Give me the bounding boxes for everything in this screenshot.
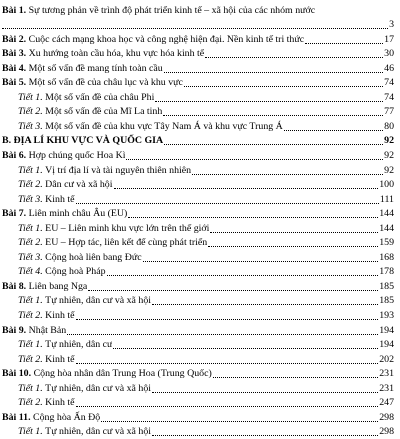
toc-entry-title: Hợp chúng quốc Hoa Kì [28, 150, 126, 162]
toc-entry-title: Tự nhiên, dân cư và xã hội [45, 295, 152, 307]
toc-entry-number: Bài 1. [2, 4, 27, 16]
toc-entry-title: Kinh tế [45, 310, 75, 322]
toc-entry-number: Bài 4. [2, 62, 27, 74]
toc-dot-leader [67, 334, 378, 335]
toc-page-number: 30 [384, 48, 394, 60]
toc-dot-leader [155, 101, 383, 102]
toc-entry-title: Cộng hòa nhân dân Trung Hoa (Trung Quốc) [33, 368, 212, 380]
toc-page-number: 111 [379, 193, 394, 205]
toc-entry-number: Tiết 2. [18, 353, 43, 365]
table-of-contents [2, 3, 394, 439]
toc-subentry-row [2, 119, 394, 134]
toc-dot-leader [192, 174, 383, 175]
toc-page-number: 92 [384, 150, 394, 162]
toc-subentry-row [2, 250, 394, 265]
toc-subentry-row [2, 192, 394, 207]
toc-page-number: 193 [379, 310, 394, 322]
toc-dot-leader [152, 435, 378, 436]
toc-entry-number: Tiết 4. [18, 266, 43, 278]
toc-entry-number: Tiết 1. [18, 382, 43, 394]
toc-entry-number: Bài 5. [2, 77, 27, 89]
toc-entry-row [2, 367, 394, 382]
toc-dot-leader [184, 86, 383, 87]
toc-entry-number: B. [2, 135, 12, 147]
toc-dot-leader [164, 72, 383, 73]
toc-page-number: 3 [389, 19, 394, 31]
toc-entry-title: Một số vấn đề của châu lục và khu vực [28, 77, 183, 89]
toc-entry-row [2, 61, 394, 76]
toc-entry-number: Tiết 3. [18, 251, 43, 263]
toc-page-number: 247 [379, 397, 394, 409]
toc-page-number: 92 [384, 164, 394, 176]
toc-entry-title: Vị trí địa lí và tài nguyên thiên nhiên [45, 164, 192, 176]
toc-entry-title: Tự nhiên, dân cư và xã hội [45, 382, 152, 394]
toc-entry-number: Bài 11. [2, 411, 31, 423]
toc-dot-leader [128, 217, 378, 218]
toc-subentry-row [2, 163, 394, 178]
toc-continuation-row [2, 18, 394, 33]
toc-entry-number: Tiết 1. [18, 91, 43, 103]
toc-dot-leader [213, 377, 378, 378]
toc-dot-leader [88, 290, 378, 291]
toc-dot-leader [284, 130, 383, 131]
toc-entry-row [2, 410, 394, 425]
toc-entry-title: ĐỊA LÍ KHU VỰC VÀ QUỐC GIA [13, 135, 164, 147]
toc-subentry-row [2, 352, 394, 367]
toc-entry-title: Tự nhiên, dân cư [45, 339, 113, 351]
toc-entry-number: Tiết 2. [18, 397, 43, 409]
toc-page-number: 231 [379, 368, 394, 380]
toc-entry-title: Tự nhiên, dân cư và xã hội [45, 426, 152, 438]
toc-entry-number: Bài 7. [2, 208, 27, 220]
toc-entry-title: Kinh tế [45, 193, 75, 205]
toc-page-number: 80 [384, 120, 394, 132]
toc-entry-title: Cộng hoà liên bang Đức [45, 251, 142, 263]
toc-page-number: 168 [379, 251, 394, 263]
toc-subentry-row [2, 178, 394, 193]
toc-dot-leader [210, 232, 378, 233]
toc-entry-title: Cuộc cách mạng khoa học và công nghệ hiện đại. Nền kinh tế tri thức [28, 33, 305, 45]
toc-page-number: 74 [384, 77, 394, 89]
toc-dot-leader [76, 319, 379, 320]
toc-entry-number: Bài 8. [2, 280, 27, 292]
toc-page-number: 74 [384, 91, 394, 103]
toc-entry-number: Bài 6. [2, 150, 27, 162]
toc-dot-leader [126, 159, 383, 160]
toc-entry-number: Tiết 1. [18, 295, 43, 307]
toc-entry-number: Bài 2. [2, 33, 27, 45]
toc-entry-number: Bài 10. [2, 368, 32, 380]
toc-entry-title: Một số vấn đề của Mĩ La tinh [45, 106, 163, 118]
toc-dot-leader [208, 246, 378, 247]
toc-dot-leader [101, 421, 378, 422]
toc-entry-title: EU – Hợp tác, liên kết để cùng phát triển [45, 237, 208, 249]
toc-entry-row [2, 279, 394, 294]
toc-page-number: 185 [379, 295, 394, 307]
toc-subentry-row [2, 236, 394, 251]
toc-dot-leader [107, 275, 379, 276]
toc-dot-leader [2, 28, 388, 29]
toc-dot-leader [205, 57, 383, 58]
toc-entry-number: Bài 3. [2, 48, 27, 60]
toc-section-row [2, 134, 394, 149]
toc-page-number: 231 [379, 382, 394, 394]
toc-entry-number: Bài 9. [2, 324, 27, 336]
toc-entry-title: Liên bang Nga [28, 280, 88, 292]
toc-dot-leader [163, 115, 383, 116]
toc-page-number: 144 [379, 208, 394, 220]
toc-entry-row [2, 32, 394, 47]
toc-entry-number: Tiết 3. [18, 193, 43, 205]
toc-entry-number: Tiết 3. [18, 120, 43, 132]
toc-page-number: 298 [379, 426, 394, 438]
toc-subentry-row [2, 265, 394, 280]
toc-dot-leader [76, 406, 379, 407]
toc-entry-title: EU – Liên minh khu vực lớn trên thế giới [45, 222, 210, 234]
toc-entry-number: Tiết 1. [18, 426, 43, 438]
toc-entry-title: Một số vấn đề mang tính toàn cầu [28, 62, 163, 74]
toc-dot-leader [114, 188, 379, 189]
toc-entry-title: Sự tương phản về trình độ phát triển kinh tế – xã hội của các nhóm nước [28, 4, 316, 16]
toc-page-number: 202 [379, 353, 394, 365]
toc-page-number: 194 [379, 339, 394, 351]
toc-entry-number: Tiết 2. [18, 106, 43, 118]
toc-page-number: 100 [379, 179, 394, 191]
toc-page-number: 194 [379, 324, 394, 336]
toc-page-number: 298 [379, 411, 394, 423]
toc-subentry-row [2, 425, 394, 439]
toc-entry-title: Dân cư và xã hội [45, 179, 113, 191]
toc-entry-title: Kinh tế [45, 353, 75, 365]
toc-page-number: 185 [379, 280, 394, 292]
toc-entry-number: Tiết 1. [18, 164, 43, 176]
toc-subentry-row [2, 221, 394, 236]
toc-entry-row [2, 323, 394, 338]
toc-page-number: 46 [384, 62, 394, 74]
toc-page-number: 178 [379, 266, 394, 278]
toc-dot-leader [152, 392, 378, 393]
toc-dot-leader [152, 304, 378, 305]
toc-entry-title: Xu hướng toàn cầu hóa, khu vực hóa kinh tế [28, 48, 205, 60]
toc-dot-leader [76, 363, 379, 364]
toc-entry-title: Cộng hoà Pháp [45, 266, 106, 278]
toc-dot-leader [164, 144, 383, 145]
toc-entry-title: Liên minh châu Âu (EU) [28, 208, 128, 220]
toc-dot-leader [113, 348, 378, 349]
toc-entry-row [2, 47, 394, 62]
toc-entry-title: Một số vấn đề của châu Phi [45, 91, 155, 103]
toc-subentry-row [2, 381, 394, 396]
toc-entry-number: Tiết 2. [18, 237, 43, 249]
toc-entry-row [2, 3, 394, 18]
toc-dot-leader [305, 43, 383, 44]
toc-subentry-row [2, 338, 394, 353]
toc-entry-title: Nhật Bản [28, 324, 67, 336]
toc-entry-number: Tiết 2. [18, 179, 43, 191]
toc-entry-title: Một số vấn đề của khu vực Tây Nam Á và khu vực Trung Á [45, 120, 283, 132]
toc-subentry-row [2, 90, 394, 105]
toc-dot-leader [76, 203, 379, 204]
toc-entry-number: Tiết 1. [18, 222, 43, 234]
toc-subentry-row [2, 396, 394, 411]
toc-entry-number: Tiết 2. [18, 310, 43, 322]
toc-entry-row [2, 207, 394, 222]
toc-entry-number: Tiết 1. [18, 339, 43, 351]
toc-entry-row [2, 76, 394, 91]
toc-page-number: 144 [379, 222, 394, 234]
toc-page-number: 17 [384, 33, 394, 45]
toc-page-number: 159 [379, 237, 394, 249]
toc-page-number: 92 [384, 135, 394, 147]
toc-dot-leader [143, 261, 379, 262]
toc-entry-title: Cộng hòa Ấn Độ [33, 411, 101, 423]
toc-subentry-row [2, 308, 394, 323]
toc-entry-row [2, 148, 394, 163]
toc-entry-title: Kinh tế [45, 397, 75, 409]
toc-subentry-row [2, 294, 394, 309]
toc-subentry-row [2, 105, 394, 120]
toc-page-number: 77 [384, 106, 394, 118]
